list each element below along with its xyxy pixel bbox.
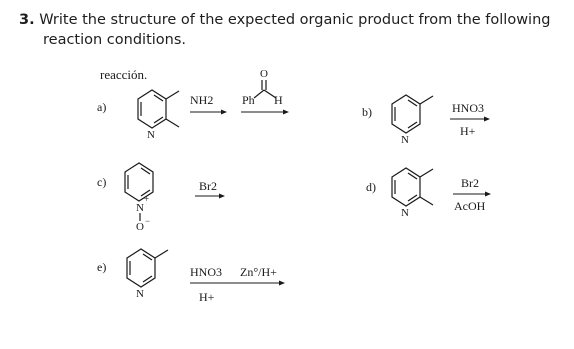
part-a-phenyl: Ph (242, 93, 255, 107)
question-line-1: Write the structure of the expected organic product from the following (39, 12, 551, 28)
part-b-letter: b) (362, 105, 372, 119)
part-e-reagent-1: HNO3 (190, 265, 222, 279)
part-a-arrowhead-1 (221, 110, 227, 115)
part-c-oxide-oxygen: O (136, 221, 144, 233)
part-a-carbonyl-oxygen: O (260, 68, 268, 80)
part-b-ring-nitrogen: N (401, 134, 409, 146)
part-e-ring-nitrogen: N (136, 288, 144, 300)
part-c-oxygen-charge: − (145, 216, 151, 226)
part-d (366, 168, 491, 219)
part-c-letter: c) (97, 175, 107, 189)
part-c-reagent: Br2 (199, 179, 217, 193)
part-b-methyl-bond (420, 96, 433, 104)
part-e-reagent-1-bottom: H+ (199, 290, 215, 304)
part-b-pyridine-ring (392, 95, 420, 133)
part-d-ring (392, 168, 433, 219)
part-c (97, 163, 225, 233)
part-d-arrowhead (485, 192, 491, 197)
part-b (362, 95, 490, 146)
part-a-arrowhead-2 (283, 110, 289, 115)
part-d-methyl-bond (420, 197, 433, 205)
part-c-arrowhead (219, 194, 225, 199)
part-d-methyl-bond (420, 169, 433, 177)
question-number: 3. (19, 12, 35, 28)
part-c-nitrogen-charge: + (144, 194, 150, 204)
part-d-ring-nitrogen: N (401, 207, 409, 219)
part-b-ring (392, 95, 433, 146)
part-b-reagent-top: HNO3 (452, 101, 484, 115)
part-b-reagent-bottom: H+ (460, 124, 476, 138)
part-a-benzaldehyde (242, 68, 283, 107)
part-d-reagent-bottom: AcOH (454, 199, 486, 213)
part-a-aldehyde-h: H (274, 93, 283, 107)
part-a-methyl-bond (166, 91, 179, 99)
part-c-ring-nitrogen: N (136, 202, 144, 214)
part-a-ring (138, 90, 179, 141)
part-b-arrowhead (484, 117, 490, 122)
part-a-methyl-bond (166, 119, 179, 127)
part-e-pyridine-ring (127, 249, 155, 287)
part-e (97, 249, 285, 304)
part-d-letter: d) (366, 180, 376, 194)
part-e-arrowhead (279, 281, 285, 286)
part-a-pyridine-ring (138, 90, 166, 128)
part-a-letter: a) (97, 100, 107, 114)
part-e-letter: e) (97, 260, 107, 274)
part-d-pyridine-ring (392, 168, 420, 206)
part-c-ring (125, 163, 153, 233)
part-e-reagent-2: Zn°/H+ (240, 265, 277, 279)
part-a-ring-nitrogen: N (147, 129, 155, 141)
part-e-ring (127, 249, 168, 300)
question-line-2: reaction conditions. (43, 32, 187, 48)
part-d-reagent-top: Br2 (461, 176, 479, 190)
section-label: reacción. (100, 67, 148, 82)
part-a-ph-bond (254, 90, 264, 98)
part-a-reagent-1: NH2 (190, 93, 214, 107)
part-e-methyl-bond (155, 250, 168, 258)
